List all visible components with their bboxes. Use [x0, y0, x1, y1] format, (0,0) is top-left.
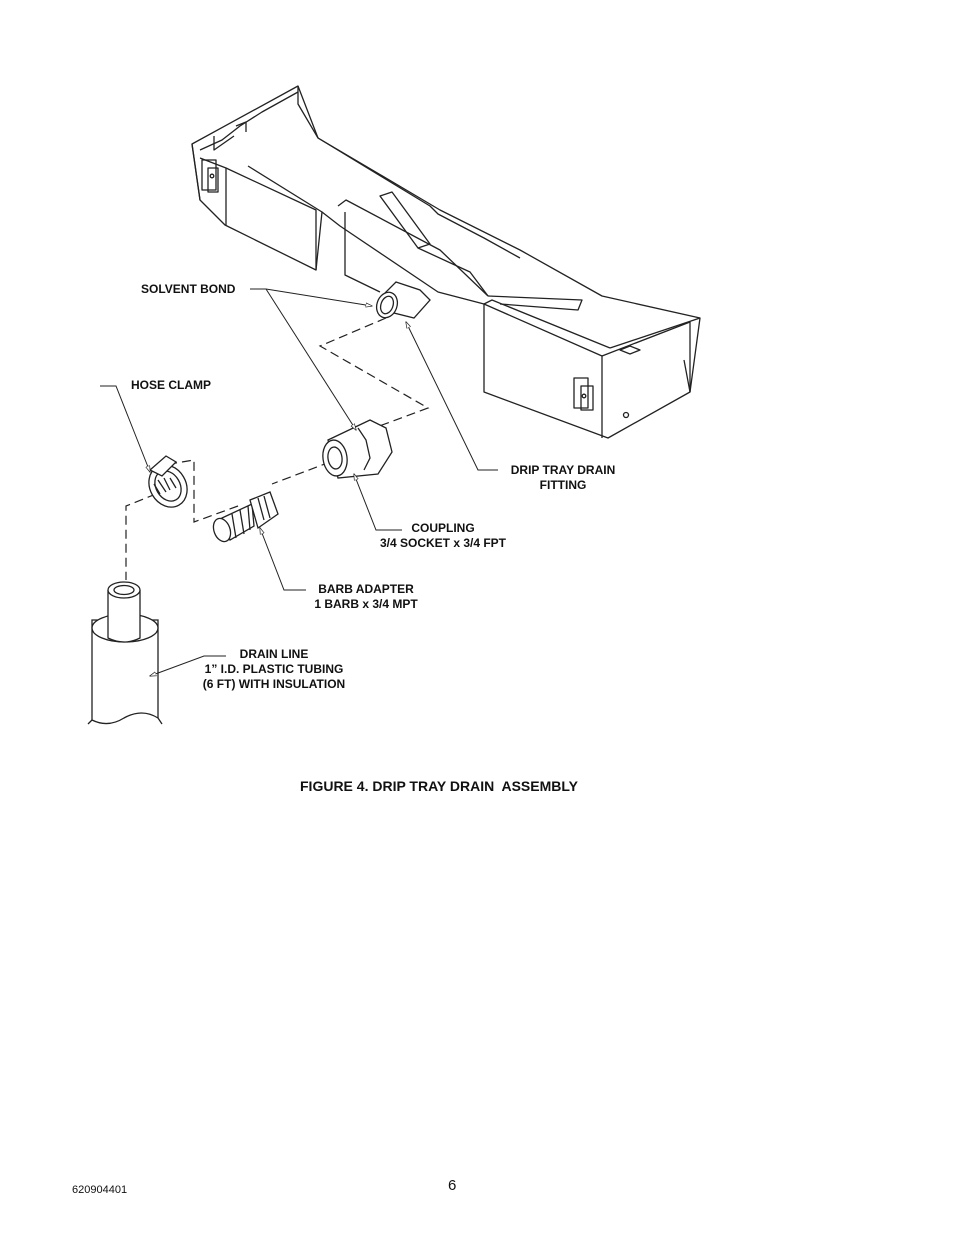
- barb-adapter: [210, 492, 278, 544]
- barb-adapter-label: BARB ADAPTER 1 BARB x 3/4 MPT: [314, 582, 418, 611]
- drip-tray: [192, 86, 700, 438]
- drip-tray-drain-fitting-label: DRIP TRAY DRAIN FITTING: [510, 463, 616, 492]
- drain-line-label: DRAIN LINE 1” I.D. PLASTIC TUBING (6 FT) WITH INSULATION: [202, 647, 346, 691]
- coupling: [321, 420, 392, 478]
- hose-clamp-label: HOSE CLAMP: [131, 378, 212, 392]
- solvent-bond-label: SOLVENT BOND: [141, 282, 236, 296]
- hose-clamp: [141, 456, 194, 514]
- drip-tray-drain-fitting: [373, 282, 430, 321]
- figure-caption: FIGURE 4. DRIP TRAY DRAIN ASSEMBLY: [300, 778, 578, 794]
- document-number: 620904401: [72, 1184, 128, 1196]
- drain-line-tubing: [88, 582, 162, 724]
- page-number: 6: [448, 1177, 457, 1194]
- coupling-label: COUPLING 3/4 SOCKET x 3/4 FPT: [379, 521, 507, 550]
